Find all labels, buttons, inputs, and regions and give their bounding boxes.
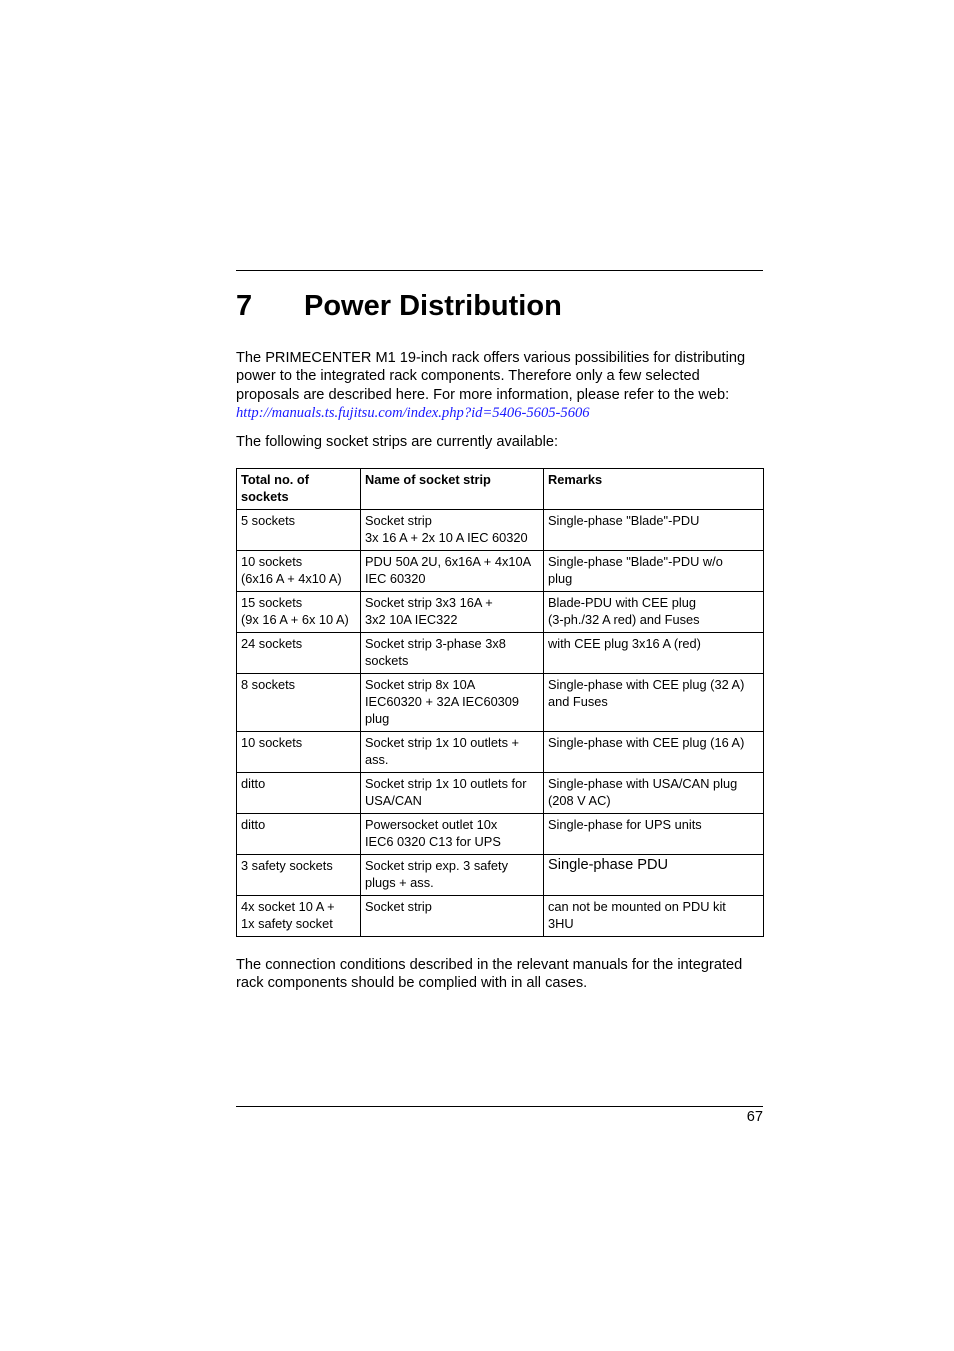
header-total-sockets: Total no. of sockets	[237, 469, 361, 510]
available-text: The following socket strips are currently available:	[236, 434, 559, 450]
cell-remarks: Single-phase for UPS units	[544, 814, 764, 855]
cell-remarks: Single-phase "Blade"-PDU w/o plug	[544, 551, 764, 592]
chapter-title: Power Distribution	[304, 290, 562, 322]
bottom-rule	[236, 1106, 763, 1107]
cell-name: Socket strip 1x 10 outlets for USA/CAN	[361, 773, 544, 814]
cell-sockets: ditto	[237, 773, 361, 814]
page-number: 67	[746, 1109, 763, 1125]
cell-remarks: Single-phase "Blade"-PDU	[544, 510, 764, 551]
cell-name: Socket strip exp. 3 safety plugs + ass.	[361, 855, 544, 896]
top-rule	[236, 270, 763, 271]
header-name: Name of socket strip	[361, 469, 544, 510]
table-row	[237, 633, 764, 674]
cell-remarks: Single-phase with USA/CAN plug (208 V AC)	[544, 773, 764, 814]
outro-paragraph: The connection conditions described in the relevant manuals for the integrated rack components should be complied with in all cases.	[236, 957, 743, 992]
table-row	[237, 773, 764, 814]
cell-name: Socket strip 8x 10A IEC60320 + 32A IEC60309 plug	[361, 674, 544, 732]
table-row	[237, 551, 764, 592]
intro-line: The PRIMECENTER M1 19-inch rack offers various possibilities for distributing	[236, 350, 746, 366]
table-row	[237, 896, 764, 937]
table-row	[237, 814, 764, 855]
cell-sockets: 3 safety sockets	[237, 855, 361, 896]
table-header-row	[237, 469, 764, 510]
table-row	[237, 592, 764, 633]
cell-remarks: Single-phase PDU	[544, 855, 764, 896]
chapter-heading	[236, 290, 562, 323]
cell-name: Socket strip 3x3 16A + 3x2 10A IEC322	[361, 592, 544, 633]
cell-remarks: Single-phase with CEE plug (32 A) and Fuses	[544, 674, 764, 732]
table-row	[237, 732, 764, 773]
table-row	[237, 674, 764, 732]
manuals-link[interactable]: http://manuals.ts.fujitsu.com/index.php?id=5406-5605-5606	[236, 404, 590, 421]
cell-sockets: 5 sockets	[237, 510, 361, 551]
cell-sockets: 4x socket 10 A + 1x safety socket	[237, 896, 361, 937]
cell-remarks: Single-phase with CEE plug (16 A)	[544, 732, 764, 773]
cell-sockets: 24 sockets	[237, 633, 361, 674]
chapter-number: 7	[236, 290, 253, 322]
cell-remarks: with CEE plug 3x16 A (red)	[544, 633, 764, 674]
table-row	[237, 855, 764, 896]
cell-name: Socket strip 1x 10 outlets + ass.	[361, 732, 544, 773]
cell-name: Socket strip	[361, 896, 544, 937]
cell-remarks: can not be mounted on PDU kit 3HU	[544, 896, 764, 937]
cell-name: Powersocket outlet 10x IEC6 0320 C13 for UPS	[361, 814, 544, 855]
cell-remarks: Blade-PDU with CEE plug (3-ph./32 A red) and Fuses	[544, 592, 764, 633]
socket-strips-table	[236, 468, 764, 937]
cell-sockets: 10 sockets	[237, 732, 361, 773]
table-row	[237, 510, 764, 551]
cell-name: Socket strip 3x 16 A + 2x 10 A IEC 60320	[361, 510, 544, 551]
intro-paragraph	[236, 349, 766, 422]
intro-line: power to the integrated rack components. Therefore only a few selected	[236, 368, 700, 385]
cell-sockets: ditto	[237, 814, 361, 855]
cell-name: Socket strip 3-phase 3x8 sockets	[361, 633, 544, 674]
cell-name: PDU 50A 2U, 6x16A + 4x10A IEC 60320	[361, 551, 544, 592]
intro-line: proposals are described here. For more information, please refer to the web:	[236, 386, 730, 403]
cell-sockets: 15 sockets (9x 16 A + 6x 10 A)	[237, 592, 361, 633]
header-remarks: Remarks	[544, 469, 764, 510]
cell-sockets: 8 sockets	[237, 674, 361, 732]
cell-sockets: 10 sockets (6x16 A + 4x10 A)	[237, 551, 361, 592]
